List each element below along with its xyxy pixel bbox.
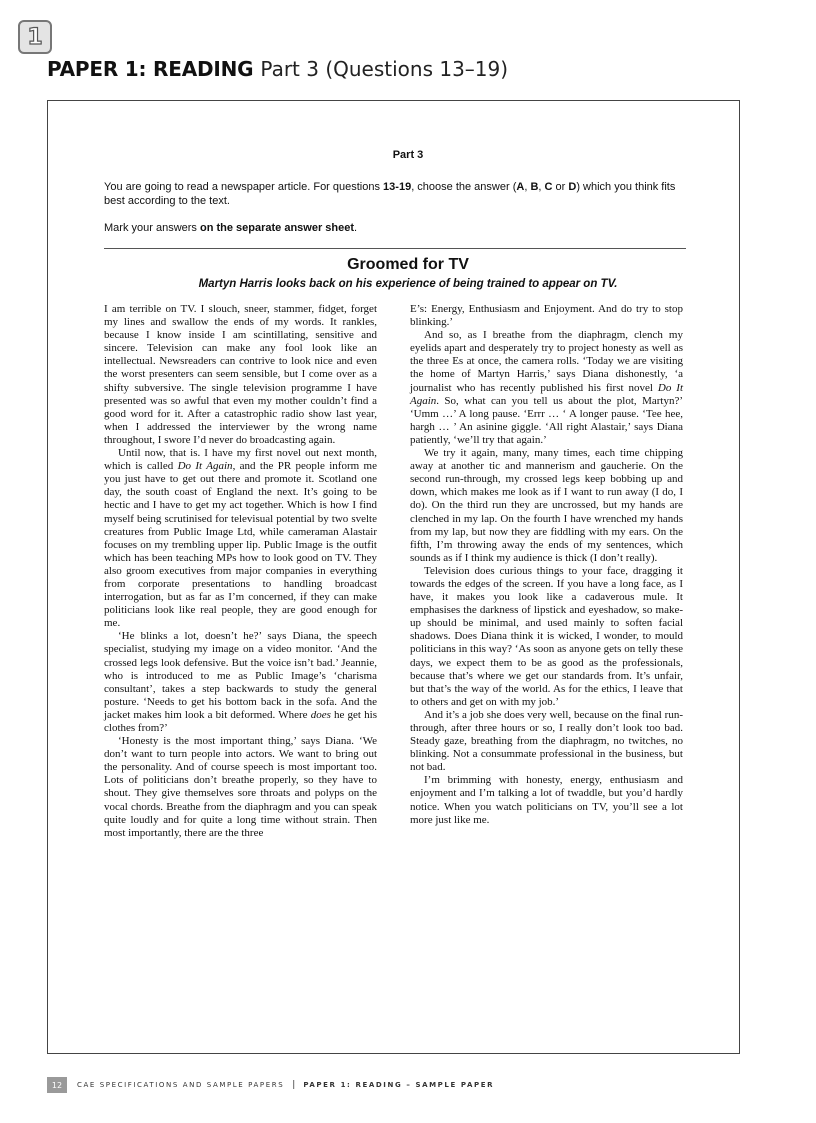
- article-paragraph: Television does curious things to your face, dragging it towards the edges of the screen. If you have a long face, as I have, it makes you look like a cadaverous mule. It emphasises the darkness of lipstick and eyeshadow, so make-up should be minimal, and used mainly to soften facial shadows. Does Diana think it is wicked, I wonder, to mould politicians in this way? ‘As soon as anyone gets on telly these days, we expect them to be as good as the professionals, because that’s where we get our standards from. It’s unfair, but that’s the way of the world. As for the ethics, I leave that to others and get on with my job.’: [410, 564, 683, 708]
- page-header: [47, 57, 508, 81]
- header-paper-title: PAPER 1: READING: [47, 57, 254, 81]
- article-paragraph-continued: E’s: Energy, Enthusiasm and Enjoyment. And do try to stop blinking.’: [410, 303, 683, 329]
- footer-section: PAPER 1: READING – SAMPLE PAPER: [303, 1081, 495, 1089]
- answer-sheet-instruction: Mark your answers on the separate answer sheet.: [104, 222, 358, 234]
- footer-separator: |: [292, 1080, 296, 1090]
- divider-line: [104, 248, 686, 249]
- article-paragraph: And so, as I breathe from the diaphragm, clench my eyelids apart and desperately try to project honesty as well as the three Es at once, the camera rolls. ‘Today we are visiting the home of Martyn Harris,’ says Diana dishonestly, ‘a journalist who has recently published his first novel Do It Again. So, what can you tell us about the plot, Martyn?’ ‘Umm …’ A long pause. ‘Errr … ‘ A longer pause. ‘Tee hee, hargh … ’ An asinine giggle. ‘All right Alastair,’ says Diana patiently, ‘we’ll try that again.’: [410, 329, 683, 446]
- article-paragraph: I am terrible on TV. I slouch, sneer, stammer, fidget, forget my lines and swallow the ends of my words. It rankles, because I know inside I am scintillating, sensitive and sincere. Television can make any fool look like an intellectual. Newsreaders can contrive to look nice and even the worst presenters can seem sensible, but I come over as a shifty subversive. The single television programme I have presented was so awful that even my mother couldn’t find a good word for it. After a catastrophic radio show last year, when I addressed the interviewer by the wrong name throughout, I swore I’d never do broadcasting again.: [104, 303, 377, 446]
- article-paragraph: We try it again, many, many times, each time chipping away at another tic and mannerism and gaucherie. On the second run-through, my crossed legs keep bobbing up and down, which makes me look as if I want to run away (I do, I do). On the third run they are uncrossed, but my hands are clenched in my lap. On the fourth I have wrenched my hands from my lap, but now they are fiddling with my ears. On the fifth, I’m throwing away the ends of my sentences, which sounds as if I think my audience is thick (I don’t really).: [410, 447, 683, 564]
- article-title: Groomed for TV: [347, 256, 469, 273]
- article-column-left: [104, 303, 377, 840]
- footer-publication: CAE SPECIFICATIONS AND SAMPLE PAPERS: [77, 1081, 285, 1089]
- instructions-paragraph: You are going to read a newspaper article. For questions 13-19, choose the answer (A, B, C or D) which you think fits best according to the text.: [104, 181, 676, 207]
- paper-number-badge: 1: [18, 20, 52, 54]
- article-column-right: [410, 303, 683, 827]
- article-paragraph: Until now, that is. I have my first novel out next month, which is called Do It Again, and the PR people inform me you just have to get out there and promote it. Scotland one day, the south coast of England the next. It’s going to be hectic and I have to get my act together. Which is how I find myself being scrutinised for televisual potential by two svelte creatures from Public Image Ltd, while cameraman Alastair focuses on my trembling upper lip. Public Image is the outfit which has been teaching MPs how to look good on TV. They also groom executives from major companies in everything from corporate presentations to handling broadcast interrogation, but as far as I’m concerned, if they can make politicians look like real people, they are good enough for me.: [104, 447, 377, 630]
- page-footer: [47, 1077, 494, 1093]
- part-title: Part 3: [392, 149, 424, 161]
- page-number: 12: [47, 1077, 67, 1093]
- article-paragraph: ‘He blinks a lot, doesn’t he?’ says Diana, the speech specialist, studying my image on a video monitor. ‘And the crossed legs look defensive. But the voice isn’t bad.’ Jeannie, who is introduced to me as Public Image’s ‘charisma consultant’, takes a step backwards to study the general posture. ‘Needs to get his bottom back in the sofa. And the jacket makes him look a bit deformed. Where does he get his clothes from?’: [104, 630, 377, 734]
- article-subtitle: Martyn Harris looks back on his experience of being trained to appear on TV.: [198, 278, 618, 290]
- header-part-title: Part 3 (Questions 13–19): [260, 57, 509, 81]
- article-paragraph: ‘Honesty is the most important thing,’ says Diana. ‘We don’t want to turn people into actors. We want to bring out the personality. And of course speech is most important too. Lots of politicians don’t breathe properly, so they have to shout. They give themselves sore throats and polyps on the vocal chords. Breathe from the diaphragm and you can speak quite loudly and for quite a long time without strain. Then most importantly, there are the three: [104, 735, 377, 839]
- article-paragraph: I’m brimming with honesty, energy, enthusiasm and enjoyment and I’m talking a lot of twaddle, but you’d hardly notice. When you watch politicians on TV, you’ll see a lot more just like me.: [410, 774, 683, 826]
- article-paragraph: And it’s a job she does very well, because on the final run-through, after three hours or so, I really don’t look too bad. Steady gaze, breathing from the diaphragm, no twitches, no blinking. Not a consummate professional in the business, but not bad.: [410, 708, 683, 774]
